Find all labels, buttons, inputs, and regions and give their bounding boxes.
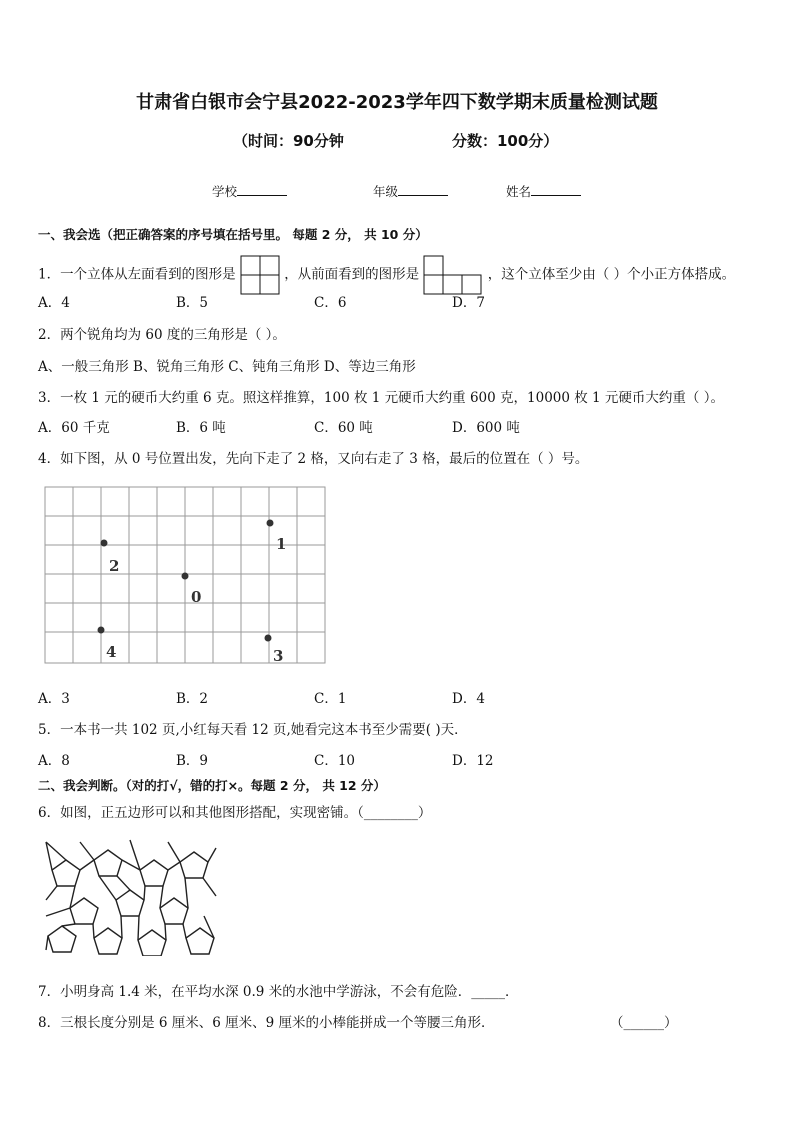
grid-point-2 [101,540,108,547]
question-2: 2．两个锐角均为 60 度的三角形是（ ）。 [38,327,286,343]
pentagon-shape [94,928,122,954]
q4-option-b[interactable]: B．2 [176,691,209,707]
question-3: 3．一枚 1 元的硬币大约重 6 克。照这样推算，100 枚 1 元硬币大约重 600 克，10000 枚 1 元硬币大约重（ ）。 [38,390,724,406]
grade-field [373,181,448,200]
grade-label: 年级 [373,184,399,199]
section2-heading: 二、我会判断。（对的打√，错的打×。每题 2 分， 共 12 分） [38,778,386,793]
q1-option-d[interactable]: D．7 [452,295,485,311]
grid-label-2: 2 [109,557,120,575]
pentagon-shape [48,926,76,952]
left-view-figure [240,255,280,295]
question-6: 6．如图，正五边形可以和其他图形搭配，实现密铺。（________） [38,805,432,821]
question-7: 7．小明身高 1.4 米，在平均水深 0.9 米的水池中学游泳，不会有危险．_____． [38,984,519,1000]
grid-point-0 [182,573,189,580]
pentagon-shape [160,898,188,924]
grid-label-3: 3 [273,647,284,665]
q1-option-a[interactable]: A．4 [38,295,70,311]
pentagon-shape [186,928,214,954]
grid-point-4 [98,627,105,634]
pentagon-tessellation-figure [44,838,218,956]
pentagon-shape [70,898,98,924]
school-field [212,181,287,200]
question-4: 4．如下图，从 0 号位置出发，先向下走了 2 格，又向右走了 3 格，最后的位置在（ ）号。 [38,451,589,467]
exam-score: 分数：100分） [452,132,559,150]
school-label: 学校 [212,184,238,199]
name-label: 姓名 [506,184,532,199]
q1-text-c: ，这个立体至少由（ ）个小正方体搭成。 [487,266,736,283]
q2-options[interactable]: A、一般三角形 B、锐角三角形 C、钝角三角形 D、等边三角形 [38,359,416,375]
pentagon-shape [180,852,208,878]
grid-label-0: 0 [191,588,202,606]
q4-option-a[interactable]: A．3 [38,691,70,707]
grade-blank[interactable] [398,181,448,196]
grid-label-4: 4 [106,643,117,661]
q3-option-b[interactable]: B．6 吨 [176,420,226,436]
exam-time: （时间：90分钟 [233,132,344,150]
q5-option-d[interactable]: D．12 [452,753,494,769]
question-8: 8．三根长度分别是 6 厘米、6 厘米、9 厘米的小棒能拼成一个等腰三角形． [38,1015,495,1031]
q3-option-d[interactable]: D．600 吨 [452,420,520,436]
grid-point-3 [265,635,272,642]
question-1 [38,255,735,295]
q3-option-a[interactable]: A．60 千克 [38,420,110,436]
q1-text-a: 1．一个立体从左面看到的图形是 [38,266,236,283]
q4-option-c[interactable]: C．1 [314,691,347,707]
name-field [506,181,581,200]
school-blank[interactable] [237,181,287,196]
q8-answer-paren[interactable]: （______） [610,1015,678,1031]
q5-option-a[interactable]: A．8 [38,753,70,769]
q3-option-c[interactable]: C．60 吨 [314,420,373,436]
q1-option-b[interactable]: B．5 [176,295,209,311]
section1-heading: 一、我会选（把正确答案的序号填在括号里。 每题 2 分， 共 10 分） [38,227,428,242]
pentagon-shape [140,860,168,886]
grid-label-1: 1 [276,535,287,553]
q1-option-c[interactable]: C．6 [314,295,347,311]
page-title: 甘肃省白银市会宁县2022-2023学年四下数学期末质量检测试题 [136,92,658,113]
pentagon-shape [94,850,122,876]
q5-option-b[interactable]: B．9 [176,753,209,769]
q5-option-c[interactable]: C．10 [314,753,356,769]
grid-point-1 [267,520,274,527]
position-grid-figure [44,486,328,666]
pentagon-shape [116,890,144,916]
front-view-figure [423,255,483,295]
q4-option-d[interactable]: D．4 [452,691,485,707]
question-5: 5．一本书一共 102 页,小红每天看 12 页,她看完这本书至少需要( )天． [38,722,468,738]
q1-text-b: ，从前面看到的图形是 [284,266,420,283]
pentagon-shape [52,860,80,886]
pentagon-shape [138,930,166,956]
name-blank[interactable] [531,181,581,196]
